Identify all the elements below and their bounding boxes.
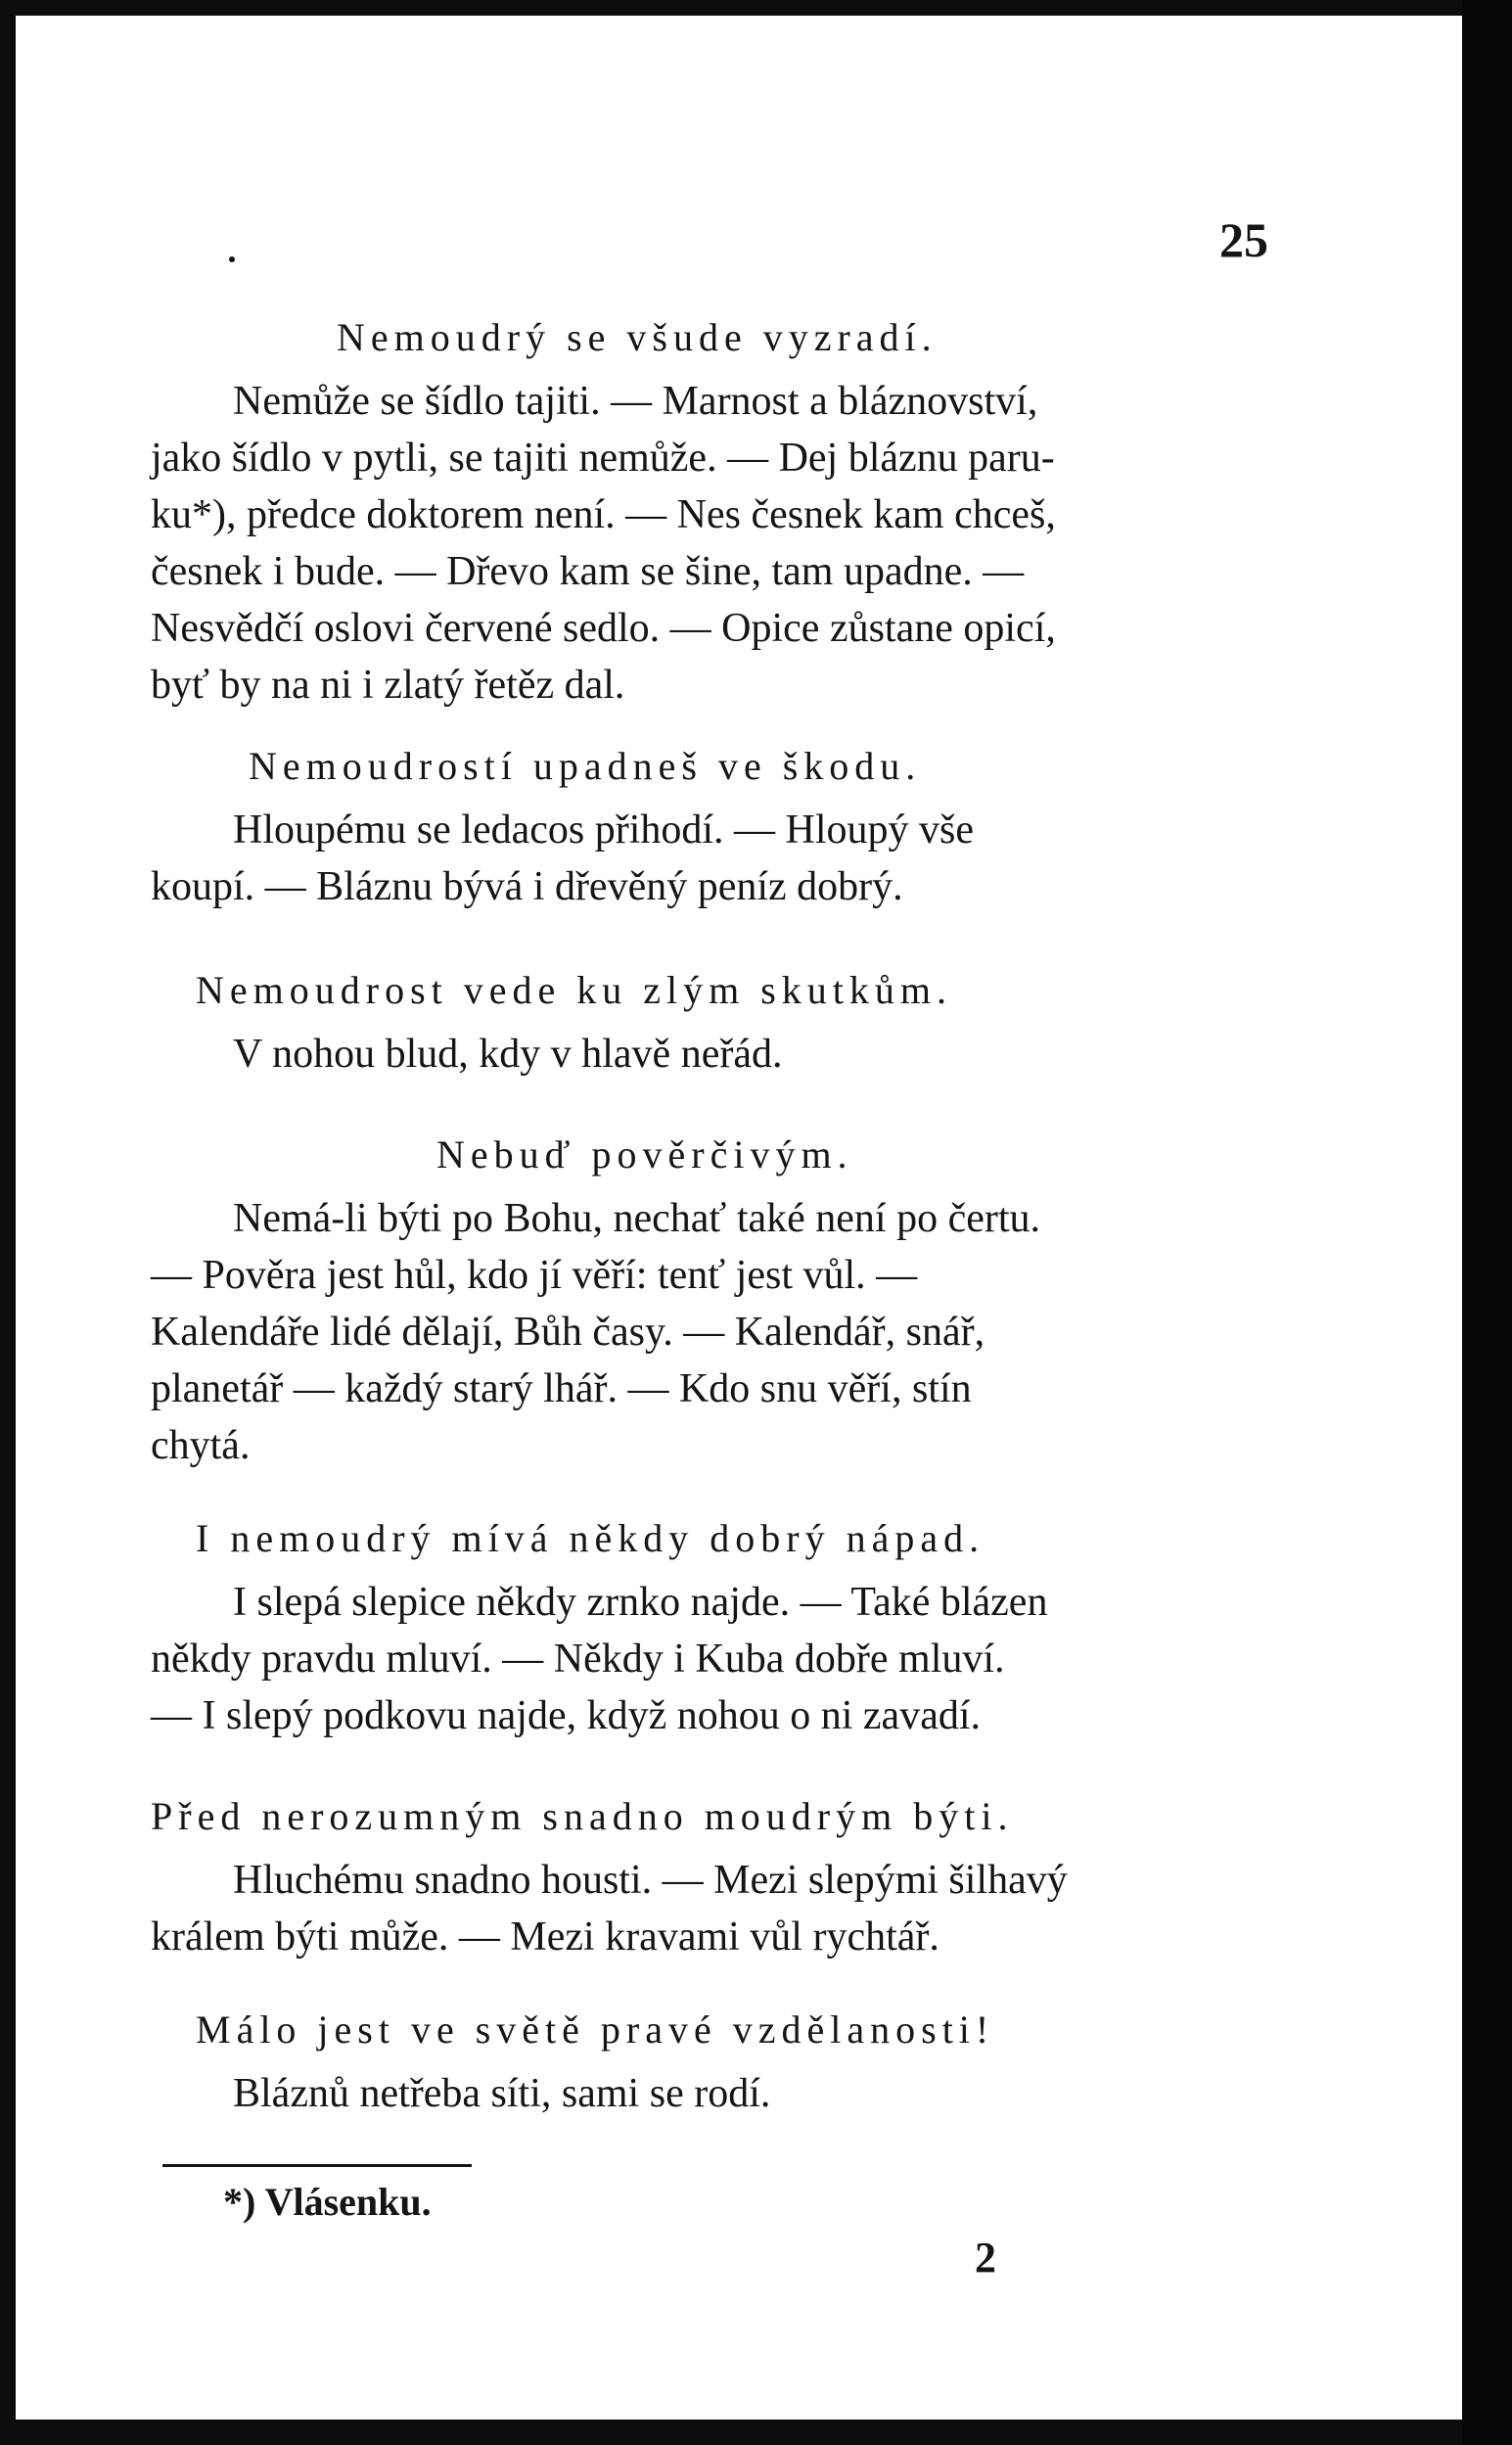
text-line: — I slepý podkovu najde, když nohou o ni zavadí. — [151, 1693, 981, 1738]
text-line: jako šídlo v pytli, se tajiti nemůže. — Dej bláznu paru- — [151, 436, 1055, 481]
text-line: V nohou blud, kdy v hlavě neřád. — [233, 1032, 783, 1077]
text-line: byť by na ni i zlatý řetěz dal. — [151, 663, 625, 708]
text-line: chytá. — [151, 1423, 251, 1468]
text-line: Bláznů netřeba síti, sami se rodí. — [233, 2071, 771, 2116]
text-line: Hluchému snadno housti. — Mezi slepými šilhavý — [233, 1858, 1068, 1903]
text-line: Hloupému se ledacos přihodí. — Hloupý vše — [233, 807, 975, 853]
text-line: Nesvědčí oslovi červené sedlo. — Opice zůstane opicí, — [151, 606, 1056, 651]
section-heading: Před nerozumným snadno moudrým býti. — [151, 1794, 1014, 1838]
text-line: Nemůže se šídlo tajiti. — Marnost a bláznovství, — [233, 379, 1038, 424]
text-line: Nemá-li býti po Bohu, nechať také není po čertu. — [233, 1196, 1041, 1241]
section-heading: Nemoudrost vede ku zlým skutkům. — [196, 968, 953, 1012]
book-page — [16, 16, 1462, 2420]
ink-speck — [229, 256, 235, 262]
text-line: česnek i bude. — Dřevo kam se šine, tam upadne. — — [151, 549, 1025, 594]
text-line: planetář — každý starý lhář. — Kdo snu věří, stín — [151, 1366, 972, 1411]
text-line: Kalendáře lidé dělají, Bůh časy. — Kalendář, snář, — [151, 1310, 985, 1355]
section-heading: Nemoudrostí upadneš ve škodu. — [249, 744, 922, 788]
signature-mark: 2 — [975, 2234, 996, 2282]
text-line: králem býti může. — Mezi kravami vůl rychtář. — [151, 1914, 939, 1960]
section-heading: I nemoudrý mívá někdy dobrý nápad. — [196, 1516, 985, 1560]
footnote-rule — [162, 2164, 472, 2167]
text-line: někdy pravdu mluví. — Někdy i Kuba dobře mluví. — [151, 1637, 1005, 1682]
text-line: ku*), předce doktorem není. — Nes česnek kam chceš, — [151, 492, 1056, 537]
text-line: — Pověra jest hůl, kdo jí věří: tenť jest vůl. — — [151, 1253, 918, 1298]
text-line: koupí. — Bláznu bývá i dřevěný peníz dobrý. — [151, 864, 903, 909]
footnote: *) Vlásenku. — [223, 2180, 432, 2224]
page-number: 25 — [1219, 212, 1268, 267]
section-heading: Nemoudrý se všude vyzradí. — [337, 315, 938, 359]
text-line: I slepá slepice někdy zrnko najde. — Také blázen — [233, 1580, 1048, 1625]
section-heading: Nebuď pověrčivým. — [436, 1132, 853, 1176]
section-heading: Málo jest ve světě pravé vzdělanosti! — [196, 2007, 995, 2052]
scan-border — [1462, 0, 1512, 2445]
